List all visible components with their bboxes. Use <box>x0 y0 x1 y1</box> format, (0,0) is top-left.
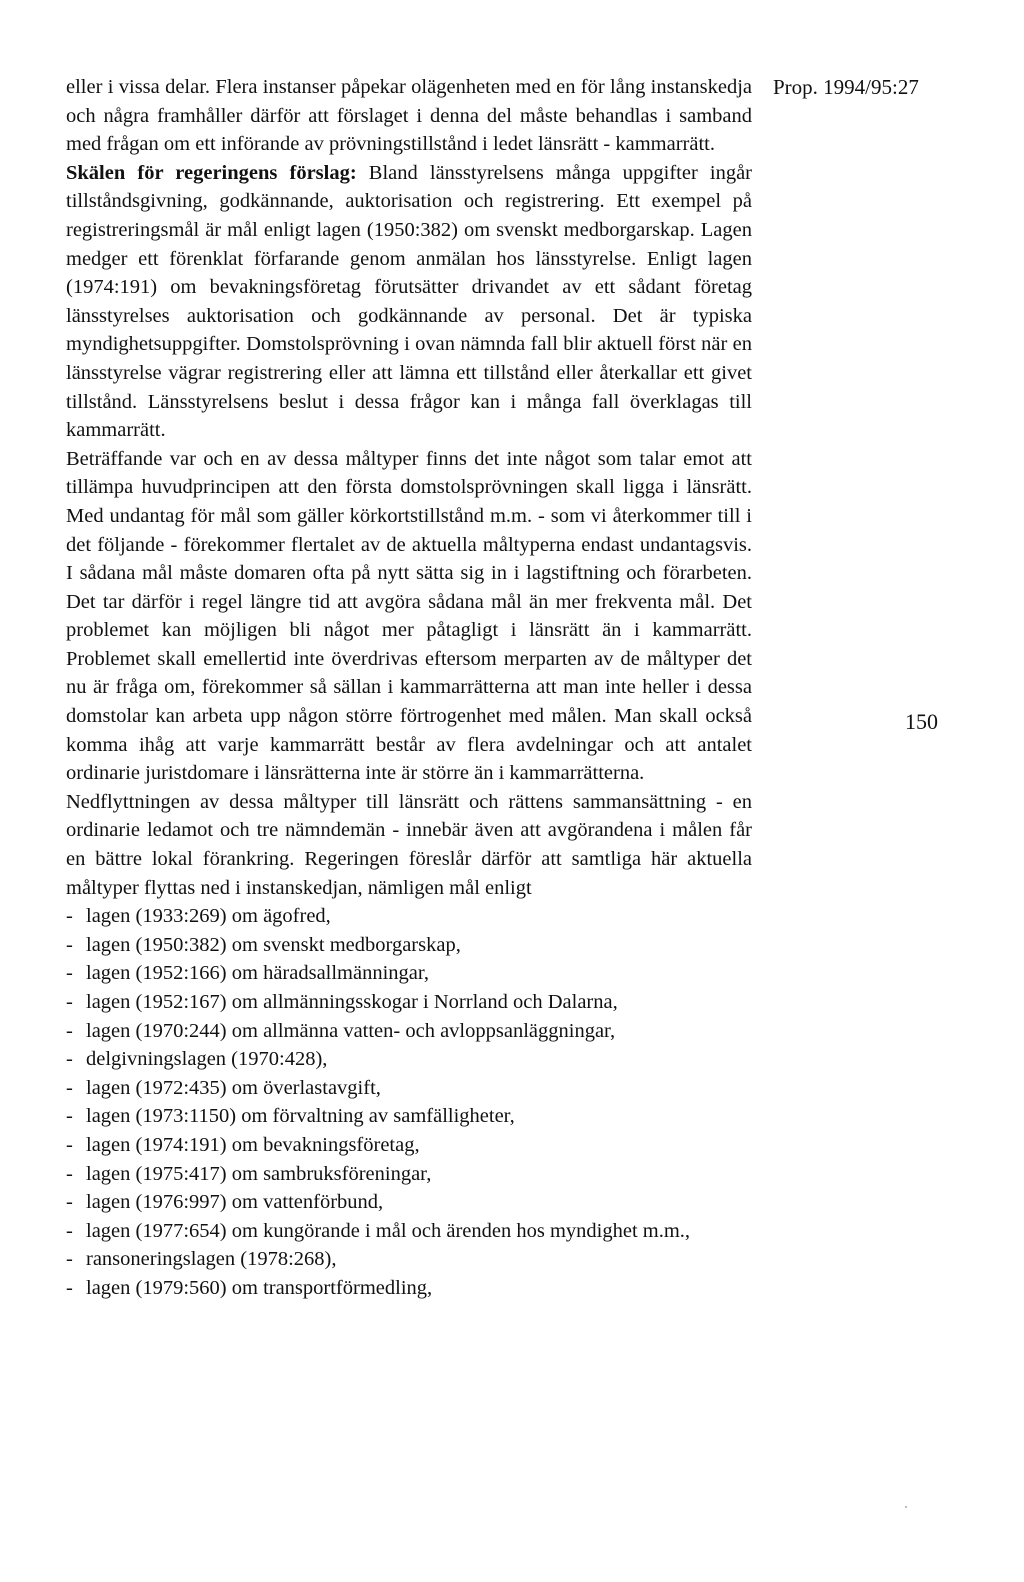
list-item <box>66 902 752 931</box>
paragraph-1: eller i vissa delar. Flera instanser påpekar olägenheten med en för lång instanskedja och några framhåller därför att förslaget i denna del måste behandlas i samband med frågan om ett införande av prövningstillstånd i ledet länsrätt - kammarrätt. <box>66 76 752 156</box>
list-item <box>66 1102 752 1131</box>
list-dash: - <box>66 1133 73 1156</box>
list-item <box>66 988 752 1017</box>
list-dash: - <box>66 933 73 956</box>
list-item <box>66 959 752 988</box>
list-item-text: lagen (1933:269) om ägofred, <box>86 905 331 928</box>
list-dash: - <box>66 991 73 1013</box>
list-item <box>66 1245 752 1274</box>
list-item-text: lagen (1952:166) om häradsallmänningar, <box>86 962 430 985</box>
list-dash: - <box>66 1019 73 1042</box>
list-item-text: lagen (1977:654) om kungörande i mål och ärenden hos myndighet m.m., <box>86 1219 691 1242</box>
list-dash: - <box>66 1076 73 1099</box>
paragraph-4: Nedflyttningen av dessa måltyper till länsrätt och rättens sammansättning - en ordinarie ledamot och tre nämndemän - innebär även att avgörandena i målen får en bättre lokal förankring. Regeringen föreslår därför att samtliga här aktuella måltyper flyttas ned i instanskedjan, nämligen mål enligt <box>66 790 752 899</box>
law-list <box>66 902 752 1302</box>
paragraph-2-text: Bland länsstyrelsens många uppgifter ingår tillståndsgivning, godkännande, auktorisation och registrering. Ett exempel på registreringsmål är mål enligt lagen (1950:382) om svenskt medborgarskap. Lagen medger ett förenklat förfarande genom anmälan hos länsstyrelse. Enligt lagen (1974:191) om bevakningsföretag förutsätter drivandet av ett sådant företag länsstyrelses auktorisation och godkännande av personal. Det är typiska myndighetsuppgifter. Domstolsprövning i ovan nämnda fall blir aktuell först när en länsstyrelse vägrar registrering eller att lämna ett tillstånd eller återkallar ett givet tillstånd. Länsstyrelsens beslut i dessa frågor kan i många fall överklagas till kammarrätt. <box>66 161 753 442</box>
body-text <box>66 73 752 1303</box>
list-item <box>66 1074 752 1103</box>
list-dash: - <box>66 1248 73 1271</box>
page-number: 150 <box>905 709 938 734</box>
paragraph-2-heading: Skälen för regeringens förslag: <box>66 161 357 184</box>
list-dash: - <box>66 1048 73 1071</box>
list-item-text: lagen (1970:244) om allmänna vatten- och avloppsanläggningar, <box>86 1019 616 1042</box>
list-dash: - <box>66 1162 73 1185</box>
list-item-text: lagen (1972:435) om överlastavgift, <box>86 1076 381 1099</box>
scan-speck <box>905 1506 907 1508</box>
list-item-text: lagen (1976:997) om vattenförbund, <box>86 1191 384 1214</box>
list-item-text: ransoneringslagen (1978:268), <box>86 1248 337 1271</box>
list-item <box>66 1274 752 1303</box>
list-dash: - <box>66 1276 73 1299</box>
list-item-text: lagen (1950:382) om svenskt medborgarskap, <box>86 933 461 956</box>
list-item <box>66 931 752 960</box>
list-item <box>66 1017 752 1046</box>
list-dash: - <box>66 1191 73 1214</box>
paragraph-2 <box>66 159 752 445</box>
list-item-text: lagen (1979:560) om transportförmedling, <box>86 1276 433 1299</box>
list-item-text: lagen (1974:191) om bevakningsföretag, <box>86 1133 420 1156</box>
list-item <box>66 1188 752 1217</box>
list-item-text: lagen (1952:167) om allmänningsskogar i Norrland och Dalarna, <box>86 991 618 1013</box>
list-item <box>66 1160 752 1189</box>
list-dash: - <box>66 1105 73 1128</box>
list-item-text: lagen (1975:417) om sambruksföreningar, <box>86 1162 432 1185</box>
list-item-text: lagen (1973:1150) om förvaltning av samfälligheter, <box>86 1105 515 1128</box>
proposition-reference: Prop. 1994/95:27 <box>773 75 919 99</box>
paragraph-3: Beträffande var och en av dessa måltyper finns det inte något som talar emot att tillämpa huvudprincipen att den första domstolsprövningen skall ligga i länsrätt. Med undantag för mål som gäller körkortstillstånd m.m. - som vi återkommer till i det följande - förekommer flertalet av de aktuella måltyperna endast undantagsvis. I sådana mål måste domaren ofta på nytt sätta sig in i lagstiftning och förarbeten. Det tar därför i regel längre tid att avgöra sådana mål än mer frekventa mål. Det problemet kan möjligen bli något mer påtagligt i länsrätt än i kammarrätt. Problemet skall emellertid inte överdrivas eftersom merparten av de måltyper det nu är fråga om, förekommer så sällan i kammarrätterna att man inte heller i dessa domstolar kan arbeta upp någon större förtrogenhet med målen. Man skall också komma ihåg att varje kammarrätt består av flera avdelningar och att antalet ordinarie juristdomare i länsrätterna inte är större än i kammarrätterna. <box>66 447 752 785</box>
list-dash: - <box>66 1219 73 1242</box>
list-item <box>66 1217 752 1246</box>
list-dash: - <box>66 905 73 928</box>
list-item <box>66 1131 752 1160</box>
list-item-text: delgivningslagen (1970:428), <box>86 1048 328 1071</box>
list-item <box>66 1045 752 1074</box>
list-dash: - <box>66 962 73 985</box>
